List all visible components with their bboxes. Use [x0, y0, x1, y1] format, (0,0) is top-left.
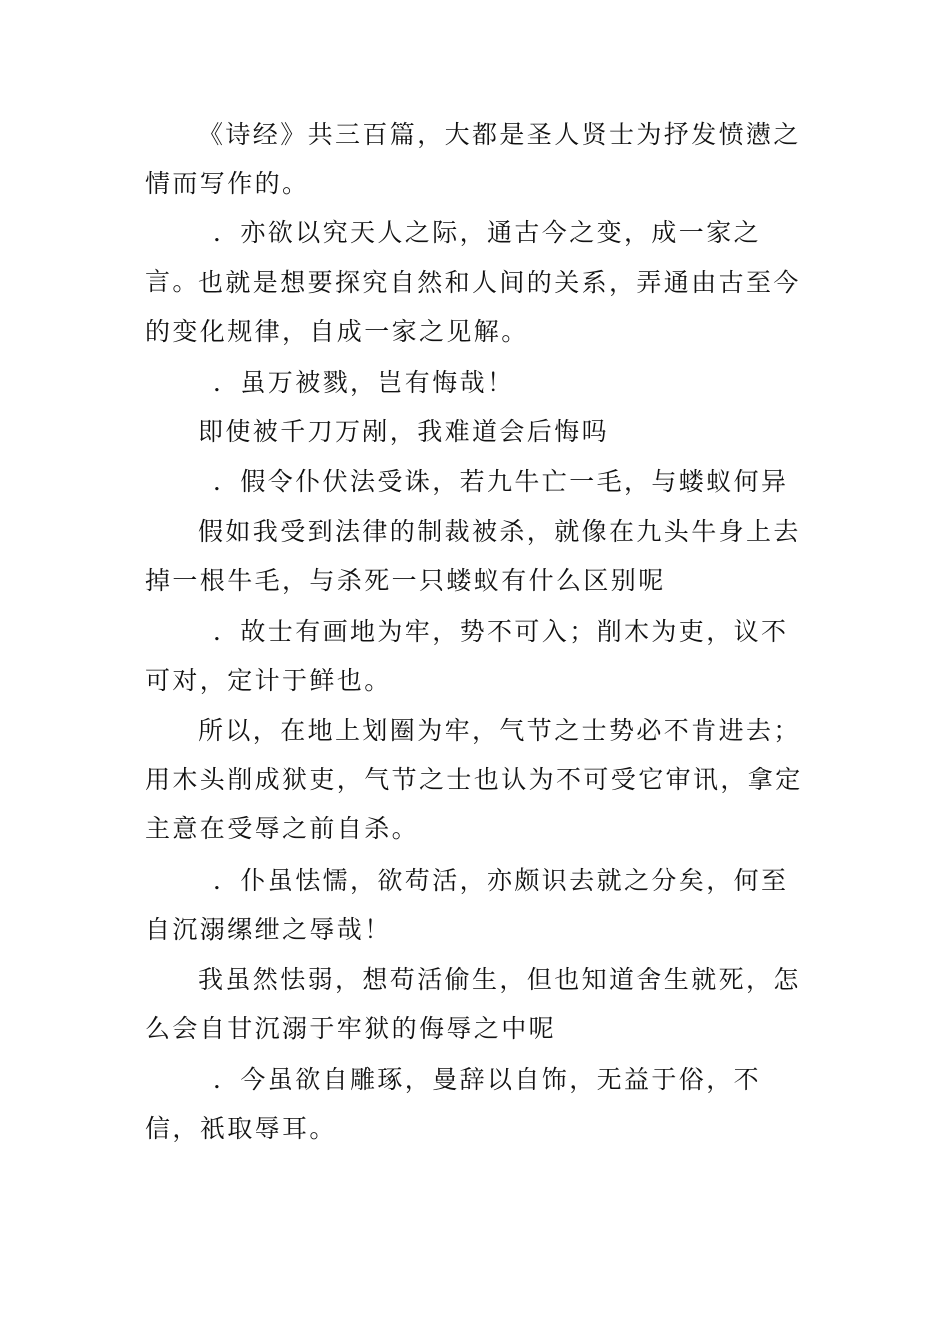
- paragraph-translation-5: 所以，在地上划圈为牢，气节之士势必不肯进去；用木头削成狱吏，气节之士也认为不可受它审讯，拿定主意在受辱之前自杀。: [145, 716, 803, 843]
- paragraph-quote-4: ．故士有画地为牢，势不可入；削木为吏，议不可对，定计于鲜也。: [145, 617, 789, 695]
- paragraph-translation-6: 我虽然怯弱，想苟活偷生，但也知道舍生就死，怎么会自甘沉溺于牢狱的侮辱之中呢: [145, 965, 801, 1043]
- paragraph-translation-1: 《诗经》共三百篇，大都是圣人贤士为抒发愤懑之情而写作的。: [145, 120, 801, 198]
- paragraph-translation-2: 也就是想要探究自然和人间的关系，弄通由古至今的变化规律，自成一家之见解。: [145, 268, 801, 346]
- paragraph-quote-1: ．亦欲以究天人之际，通古今之变，成一家之言。: [145, 218, 762, 296]
- paragraph-quote-2: ．虽万被戮，岂有悔哉！: [213, 368, 515, 397]
- paragraph-translation-3: 即使被千刀万剐，我难道会后悔吗: [198, 417, 610, 446]
- paragraph-quote-3: ．假令仆伏法受诛，若九牛亡一毛，与蝼蚁何异: [213, 467, 789, 496]
- paragraph-quote-5: ．仆虽怯懦，欲苟活，亦颇识去就之分矣，何至自沉溺缧绁之辱哉！: [145, 866, 789, 944]
- paragraph-quote-6: ．今虽欲自雕琢，曼辞以自饰，无益于俗，不信，祇取辱耳。: [145, 1065, 762, 1143]
- paragraph-translation-4: 假如我受到法律的制裁被杀，就像在九头牛身上去掉一根牛毛，与杀死一只蝼蚁有什么区别呢: [145, 517, 801, 595]
